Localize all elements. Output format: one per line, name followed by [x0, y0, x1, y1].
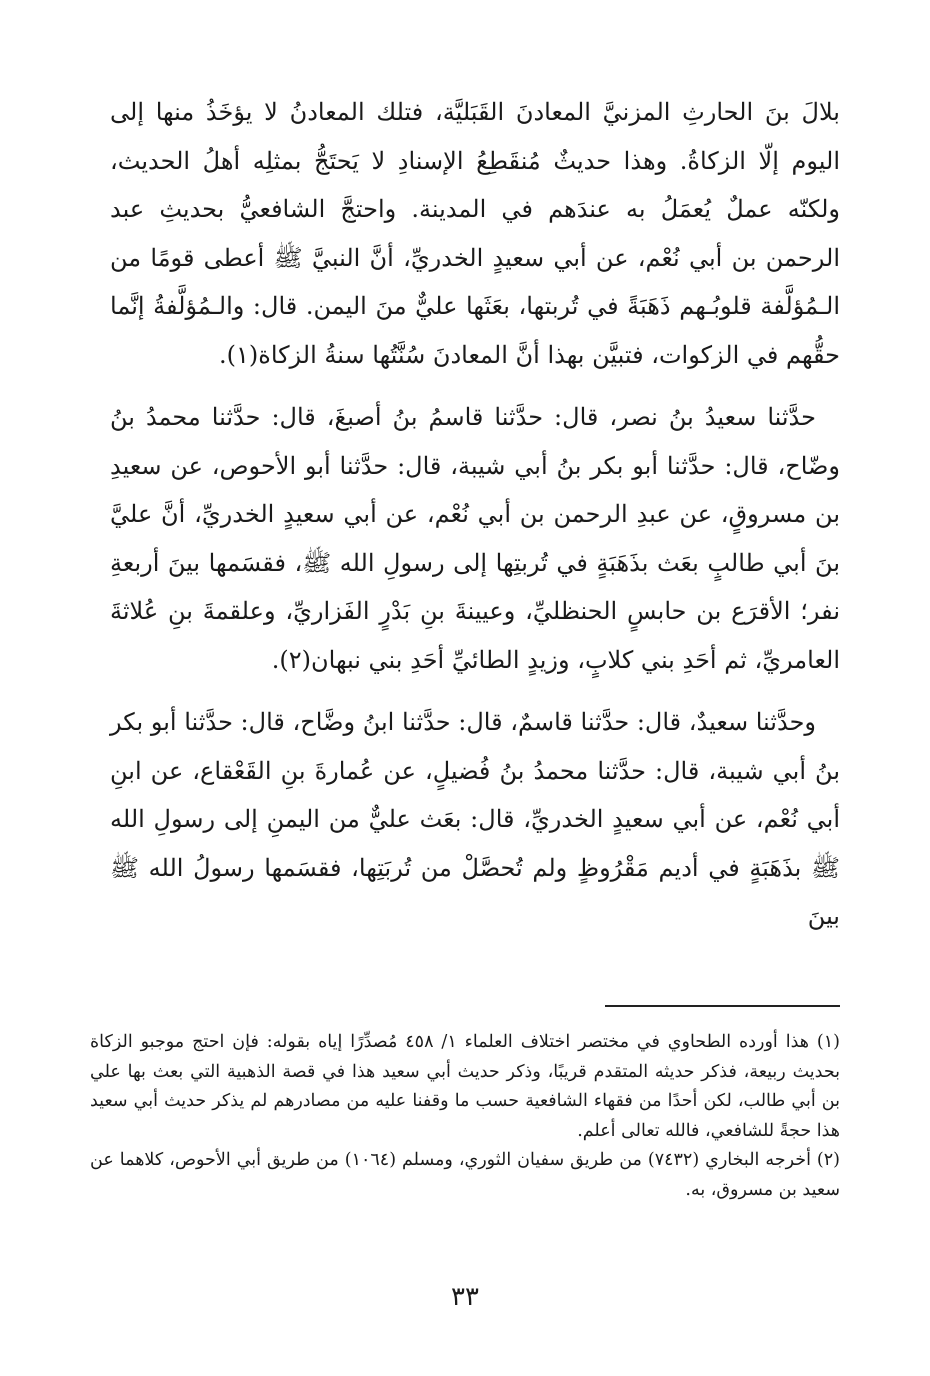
paragraph-2: حدَّثنا سعيدُ بنُ نصر، قال: حدَّثنا قاسمُ بنُ أصبغَ، قال: حدَّثنا محمدُ بنُ وضّاح، قال: حدَّثنا أبو بكر بنُ أبي شيبة، قال: حدَّثنا أبو الأحوص، عن سعيدِ بن مسروقٍ، عن عبدِ الرحمن بن أبي نُعْم، عن أبي سعيدٍ الخدريِّ، أنَّ عليَّ بنَ أبي طالبٍ بعَث بذَهَبَةٍ في تُربتِها إلى رسولِ الله ﷺ، فقسَمها بينَ أربعةِ نفر؛ الأقرَع بن حابسٍ الحنظليِّ، وعيينةَ بنِ بَدْرٍ الفَزاريِّ، وعلقمةَ بنِ عُلاثةَ العامريِّ، ثم أحَدِ بني كلابٍ، وزيدٍ الطائيِّ أحَدِ بني نبهان(٢).: [110, 403, 840, 674]
footnote-1: (١) هذا أورده الطحاوي في مختصر اختلاف العلماء ١/ ٤٥٨ مُصدِّرًا إياه بقوله: فإن احتج موجبو الزكاة بحديث ربيعة، فذكر حديثه المتقدم قريبًا، وذكر حديث أبي سعيد هذا في قصة الذهبية التي بعث بها علي بن أبي طالب، لكن أحدًا من فقهاء الشافعية حسب ما وقفنا عليه من مصادرهم لم يذكر حديث أبي سعيد هذا حجةً للشافعي، فالله تعالى أعلم.: [90, 1032, 840, 1141]
main-text: [110, 88, 840, 941]
footnotes-section: [90, 1028, 840, 1205]
footnote-rule: [605, 1005, 840, 1007]
paragraph-3: وحدَّثنا سعيدٌ، قال: حدَّثنا قاسمٌ، قال: حدَّثنا ابنُ وضَّاح، قال: حدَّثنا أبو بكر بنُ أبي شيبة، قال: حدَّثنا محمدُ بنُ فُضيلٍ، عن عُمارةَ بنِ القَعْقاع، عن ابنِ أبي نُعْم، عن أبي سعيدٍ الخدريِّ، قال: بعَث عليٌّ من اليمنِ إلى رسولِ الله ﷺ بذَهَبَةٍ في أديم مَقْرُوظٍ ولم تُحصَّلْ من تُربَتِها، فقسَمها رسولُ الله ﷺ بينَ: [110, 708, 840, 930]
page-number: ٣٣: [451, 1282, 479, 1312]
paragraph-1: بلالَ بنَ الحارثِ المزنيَّ المعادنَ القَبَليَّة، فتلك المعادنُ لا يؤخَذُ منها إلى اليوم إلّا الزكاةُ. وهذا حديثٌ مُنقَطِعُ الإسنادِ لا يَحتَجُّ بمثلِه أهلُ الحديث، ولكنّه عملٌ يُعمَلُ به عندَهم في المدينة. واحتجَّ الشافعيُّ بحديثِ عبد الرحمن بن أبي نُعْم، عن أبي سعيدٍ الخدريِّ، أنَّ النبيَّ ﷺ أعطى قومًا من الـمُؤلَّفة قلوبُـهم ذَهَبَةً في تُربتها، بعَثَها عليٌّ منَ اليمن. قال: والـمُؤلَّفةُ إنَّما حقُّهم في الزكوات، فتبيَّن بهذا أنَّ المعادنَ سُنَّتُها سنةُ الزكاة(١).: [110, 98, 840, 369]
footnote-separator: [605, 1005, 840, 1007]
main-text-block: [110, 88, 840, 941]
footnote-2: (٢) أخرجه البخاري (٧٤٣٢) من طريق سفيان الثوري، ومسلم (١٠٦٤) من طريق أبي الأحوص، كلاهما عن سعيد بن مسروق، به.: [90, 1150, 840, 1200]
